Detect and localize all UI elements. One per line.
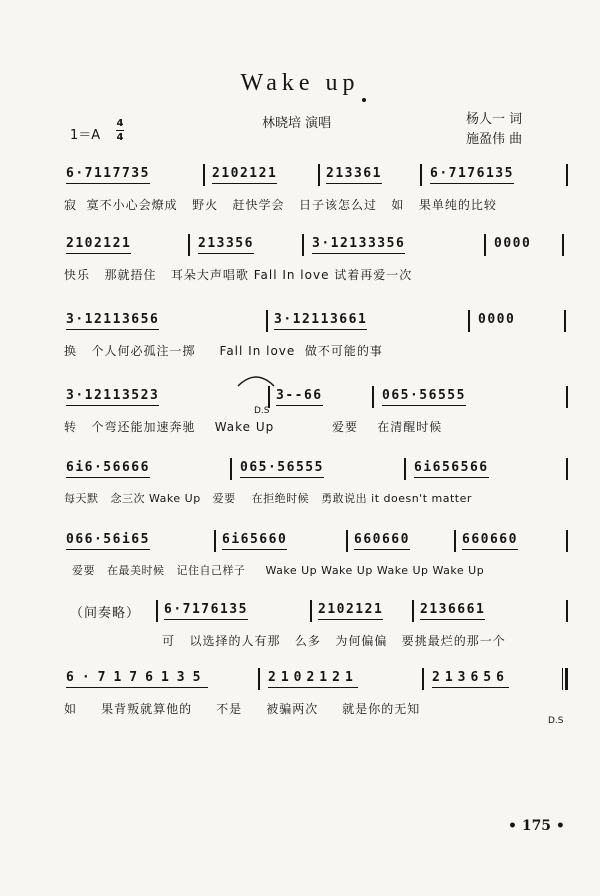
measure: 6·7117735 bbox=[66, 162, 150, 186]
measure: 3·12113661 bbox=[274, 308, 367, 332]
barline bbox=[310, 600, 312, 622]
time-signature bbox=[116, 118, 124, 143]
lyrics-line: 转 个弯还能加速奔驰 Wake Up 爱要 在清醒时候 bbox=[64, 420, 443, 434]
composer-credit: 施盈伟 曲 bbox=[466, 132, 523, 147]
measure: 3--66 bbox=[276, 384, 323, 408]
measure: 065·56555 bbox=[382, 384, 466, 408]
barline bbox=[484, 234, 486, 256]
final-barline-thick bbox=[565, 668, 568, 690]
measure: 3·12113656 bbox=[66, 308, 159, 332]
measure: 3·12113523 bbox=[66, 384, 159, 408]
lyrics-line: 可 以选择的人有那 么多 为何偏偏 要挑最烂的那一个 bbox=[162, 634, 506, 648]
barline bbox=[420, 164, 422, 186]
title-dot-mark bbox=[362, 98, 366, 102]
lyrics-line: 快乐 那就捂住 耳朵大声唱歌 Fall In love 试着再爱一次 bbox=[64, 268, 413, 282]
lyrics-line: 如 果背叛就算他的 不是 被骗两次 就是你的无知 bbox=[64, 702, 421, 716]
measure: 6i65660 bbox=[222, 528, 287, 552]
measure: 2102121 bbox=[66, 232, 131, 256]
barline bbox=[268, 386, 270, 408]
measure: 213356 bbox=[198, 232, 254, 256]
barline bbox=[230, 458, 232, 480]
barline bbox=[203, 164, 205, 186]
measure: 6·7176135 bbox=[164, 598, 248, 622]
measure: 6·7176135 bbox=[430, 162, 514, 186]
final-barline-thin bbox=[562, 668, 563, 690]
measure: 065·56555 bbox=[240, 456, 324, 480]
lyrics-line: 换 个人何必孤注一掷 Fall In love 做不可能的事 bbox=[64, 344, 383, 358]
measure: 213656 bbox=[432, 666, 509, 690]
lyrics-line: 每天默 念三次 Wake Up 爱要 在拒绝时候 勇敢说出 it doesn't matter bbox=[64, 492, 472, 505]
barline bbox=[346, 530, 348, 552]
measure: 0000 bbox=[478, 312, 516, 327]
measure: 213361 bbox=[326, 162, 382, 186]
barline bbox=[188, 234, 190, 256]
barline bbox=[302, 234, 304, 256]
barline bbox=[566, 386, 568, 408]
barline bbox=[566, 530, 568, 552]
lyrics-line: 爱要 在最美时候 记住自己样子 Wake Up Wake Up Wake Up Wake Up bbox=[64, 564, 485, 577]
lyricist-credit: 杨人一 词 bbox=[466, 112, 523, 127]
barline bbox=[564, 310, 566, 332]
song-title: Wake up bbox=[240, 70, 360, 96]
measure: 2102121 bbox=[268, 666, 358, 690]
measure: 0000 bbox=[494, 236, 532, 251]
barline bbox=[404, 458, 406, 480]
barline bbox=[468, 310, 470, 332]
interlude-label: （间奏略） bbox=[70, 606, 141, 621]
barline bbox=[412, 600, 414, 622]
measure: 6·7176135 bbox=[66, 666, 208, 690]
measure: 3·12133356 bbox=[312, 232, 405, 256]
barline bbox=[422, 668, 424, 690]
measure: 660660 bbox=[462, 528, 518, 552]
ds-marker-end: D.S bbox=[548, 716, 564, 726]
barline bbox=[266, 310, 268, 332]
barline bbox=[372, 386, 374, 408]
barline bbox=[562, 234, 564, 256]
barline bbox=[566, 164, 568, 186]
measure: 2102121 bbox=[212, 162, 277, 186]
time-signature-bottom: 4 bbox=[116, 132, 124, 143]
barline bbox=[258, 668, 260, 690]
page-number: • 175 • bbox=[508, 818, 565, 834]
measure: 6i6·56666 bbox=[66, 456, 150, 480]
singer-credit: 林晓培 演唱 bbox=[262, 116, 332, 131]
barline bbox=[318, 164, 320, 186]
time-signature-bar bbox=[116, 130, 124, 131]
time-signature-top: 4 bbox=[116, 118, 124, 129]
tie-arc bbox=[236, 372, 276, 388]
measure: 066·56i65 bbox=[66, 528, 150, 552]
barline bbox=[566, 600, 568, 622]
barline bbox=[214, 530, 216, 552]
barline bbox=[566, 458, 568, 480]
ds-marker: D.S bbox=[254, 406, 270, 416]
measure: 2102121 bbox=[318, 598, 383, 622]
barline bbox=[156, 600, 158, 622]
key-signature: 1＝A bbox=[70, 128, 101, 143]
barline bbox=[454, 530, 456, 552]
measure: 6i656566 bbox=[414, 456, 489, 480]
measure: 2136661 bbox=[420, 598, 485, 622]
lyrics-line: 寂 寞不小心会燎成 野火 赶快学会 日子该怎么过 如 果单纯的比较 bbox=[64, 198, 497, 212]
measure: 660660 bbox=[354, 528, 410, 552]
